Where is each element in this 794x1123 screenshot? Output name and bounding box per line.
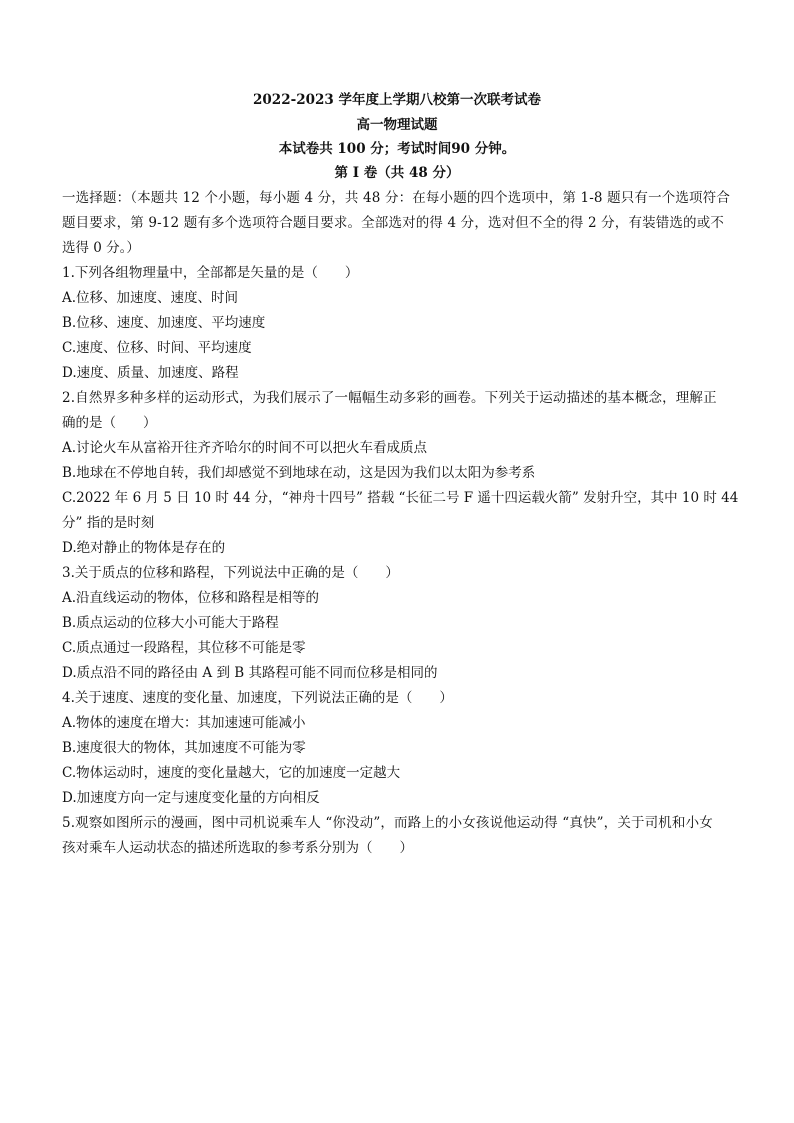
question-5-stem-line-1: 5.观察如图所示的漫画，图中司机说乘车人 “你没动”，而路上的小女孩说他运动得 “真快”，关于司机和小女	[62, 815, 713, 831]
question-3-option-b: B.质点运动的位移大小可能大于路程	[62, 615, 279, 631]
question-1-option-a: A.位移、加速度、速度、时间	[62, 290, 239, 306]
question-4-option-a: A.物体的速度在增大：其加速速可能减小	[62, 715, 306, 731]
score-time-note: 本试卷共 100 分；考试时间90 分钟。	[278, 141, 516, 157]
question-1-option-d: D.速度、质量、加速度、路程	[62, 365, 239, 381]
question-3-stem: 3.关于质点的位移和路程，下列说法中正确的是（ ）	[62, 565, 399, 581]
question-4-option-c: C.物体运动时，速度的变化量越大，它的加速度一定越大	[62, 765, 401, 781]
question-3-option-d: D.质点沿不同的路径由 A 到 B 其路程可能不同而位移是相同的	[62, 665, 438, 681]
question-2-option-c-line-1: C.2022 年 6 月 5 日 10 时 44 分，“神舟十四号” 搭载 “长征二号 F 遥十四运载火箭” 发射升空，其中 10 时 44	[62, 490, 739, 506]
question-2-stem-line-1: 2.自然界多种多样的运动形式，为我们展示了一幅幅生动多彩的画卷。下列关于运动描述的基本概念，理解正	[62, 390, 717, 406]
question-2-option-d: D.绝对静止的物体是存在的	[62, 540, 226, 556]
question-3-option-a: A.沿直线运动的物体，位移和路程是相等的	[62, 590, 320, 606]
question-2-option-b: B.地球在不停地自转，我们却感觉不到地球在动，这是因为我们以太阳为参考系	[62, 465, 536, 481]
question-1-stem: 1.下列各组物理量中，全部都是矢量的是（ ）	[62, 265, 359, 281]
question-1-option-c: C.速度、位移、时间、平均速度	[62, 340, 252, 356]
subject-title: 高一物理试题	[356, 117, 438, 133]
instructions-line-3: 选得 0 分。）	[62, 240, 140, 256]
question-2-option-a: A.讨论火车从富裕开往齐齐哈尔的时间不可以把火车看成质点	[62, 440, 428, 456]
question-4-option-d: D.加速度方向一定与速度变化量的方向相反	[62, 790, 320, 806]
question-2-option-c-line-2: 分” 指的是时刻	[62, 515, 155, 531]
question-3-option-c: C.质点通过一段路程，其位移不可能是零	[62, 640, 306, 656]
question-2-stem-line-2: 确的是（ ）	[62, 415, 157, 431]
exam-title: 2022-2023 学年度上学期八校第一次联考试卷	[253, 92, 541, 108]
question-4-option-b: B.速度很大的物体，其加速度不可能为零	[62, 740, 306, 756]
question-1-option-b: B.位移、速度、加速度、平均速度	[62, 315, 266, 331]
question-4-stem: 4.关于速度、速度的变化量、加速度，下列说法正确的是（ ）	[62, 690, 453, 706]
instructions-line-1: 一选择题：（本题共 12 个小题，每小题 4 分，共 48 分：在每小题的四个选项中，第 1-8 题只有一个选项符合	[62, 190, 730, 206]
question-5-stem-line-2: 孩对乘车人运动状态的描述所选取的参考系分别为（ ）	[62, 840, 413, 856]
section-title: 第 I 卷（共 48 分）	[334, 165, 460, 181]
instructions-line-2: 题目要求，第 9-12 题有多个选项符合题目要求。全部选对的得 4 分，选对但不全的得 2 分，有装错选的或不	[62, 215, 725, 231]
